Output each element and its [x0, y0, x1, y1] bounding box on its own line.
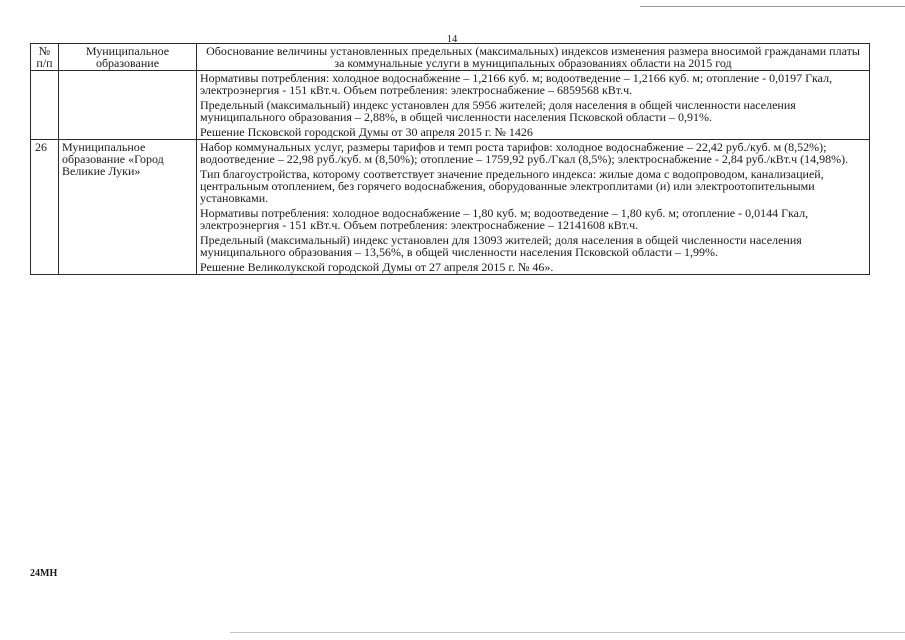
page-number: 14	[446, 34, 458, 45]
continuation-decision: Решение Псковской городской Думы от 30 апреля 2015 г. № 1426	[200, 125, 533, 139]
row26-consumption-norms: Нормативы потребления: холодное водоснабжение – 1,80 куб. м; водоотведение – 1,80 куб. м; отопление - 0,0144 Гкал, электроэнергия - 151 кВт.ч. Объем потребления: электроснабжение – 12141608 кВт.ч.	[200, 206, 809, 232]
row26-tariffs: Набор коммунальных услуг, размеры тарифов и темп роста тарифов: холодное водоснабжение – 22,42 руб./куб. м (8,52%); водоотведение – 22,98 руб./куб. м (8,50%); отопление – 1759,92 руб./Гкал (8,5%); электроснабжение - 2,84 руб./кВт.ч (14,98%).	[200, 140, 849, 166]
table-header-row	[31, 44, 870, 71]
scan-edge-bottom	[230, 632, 905, 633]
table-row-continuation	[31, 71, 870, 140]
cell-justification-continuation	[197, 71, 870, 140]
cell-municipality: Муниципальное образование «Город Великие Луки»	[59, 140, 197, 275]
row26-decision: Решение Великолукской городской Думы от 27 апреля 2015 г. № 46».	[200, 260, 554, 274]
header-number: № п/п	[31, 44, 59, 71]
cell-number-empty	[31, 71, 59, 140]
header-justification: Обоснование величины установленных предельных (максимальных) индексов изменения размера вносимой гражданами платы за коммунальные услуги в муниципальных образованиях области на 2015 год	[197, 44, 870, 71]
continuation-consumption-norms: Нормативы потребления: холодное водоснабжение – 1,2166 куб. м; водоотведение – 1,2166 куб. м; отопление - 0,0197 Гкал, электроэнергия - 151 кВт.ч. Объем потребления: электроснабжение – 6859568 кВт.ч.	[200, 71, 833, 97]
table-row-26	[31, 140, 870, 275]
continuation-index-population: Предельный (максимальный) индекс установлен для 5956 жителей; доля населения в общей численности населения муниципального образования – 2,88%, в общей численности населения Псковской области – 0,91%.	[200, 98, 796, 124]
row26-index-population: Предельный (максимальный) индекс установлен для 13093 жителей; доля населения в общей численности населения муниципального образования – 13,56%, в общей численности населения Псковской области – 1,99%.	[200, 233, 802, 259]
scan-edge-top	[640, 6, 905, 7]
footer-document-code: 24МН	[30, 568, 58, 579]
cell-justification	[197, 140, 870, 275]
municipal-index-table	[30, 43, 870, 275]
cell-municipality-empty	[59, 71, 197, 140]
row26-amenity-type: Тип благоустройства, которому соответствует значение предельного индекса: жилые дома с водопроводом, канализацией, центральным отоплением, без горячего водоснабжения, оборудованные электроплитами (и) или электроотопительными установками.	[200, 167, 824, 205]
header-municipality: Муниципальное образование	[59, 44, 197, 71]
cell-number: 26	[31, 140, 59, 275]
